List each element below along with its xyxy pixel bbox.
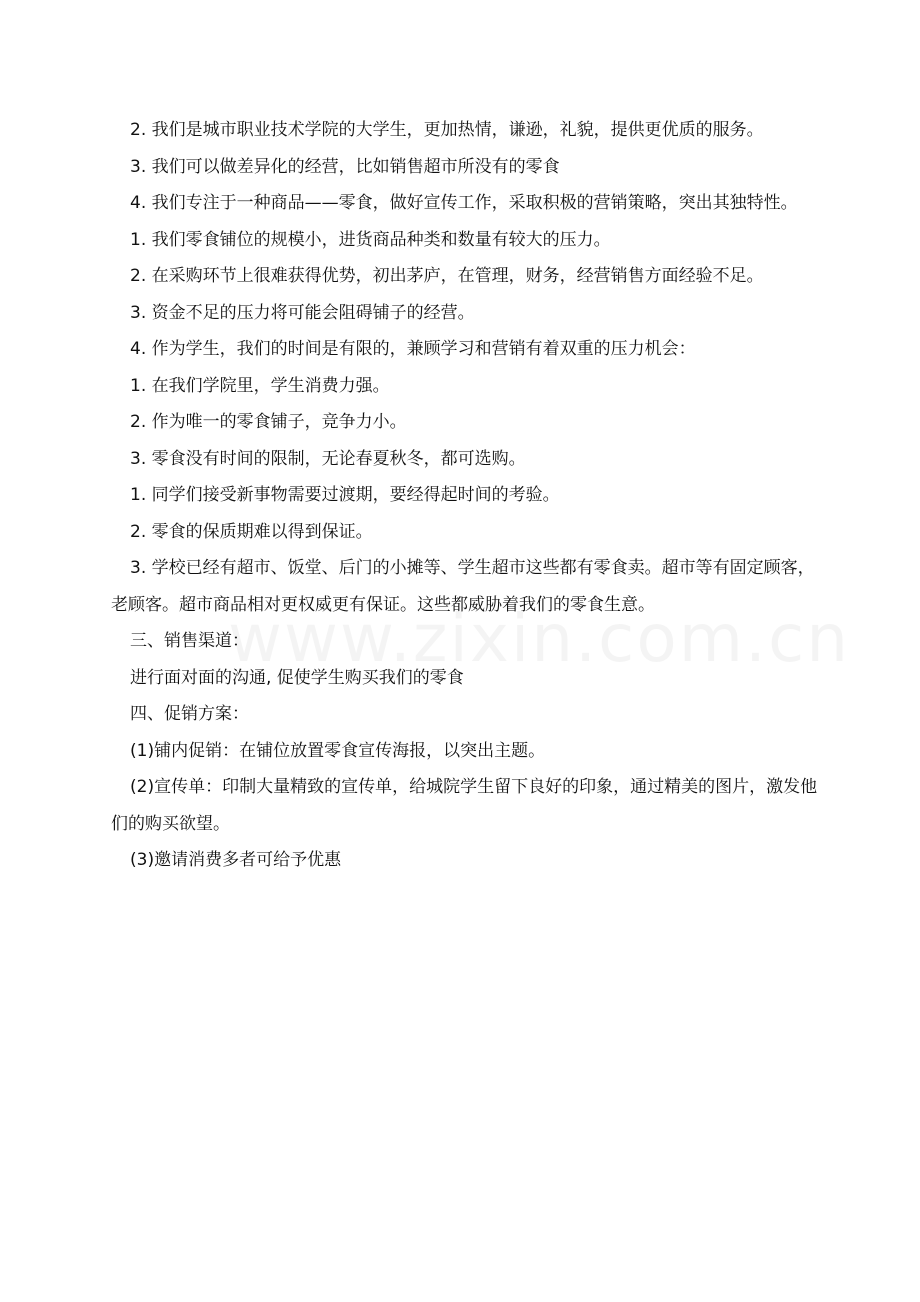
section-heading: 四、促销方案： bbox=[130, 704, 249, 724]
paragraph: 1. 在我们学院里，学生消费力强。 bbox=[130, 375, 390, 396]
paragraph: 4. 我们专注于一种商品——零食，做好宣传工作，采取积极的营销策略，突出其独特性。 bbox=[130, 193, 798, 213]
paragraph: 3. 学校已经有超市、饭堂、后门的小摊等、学生超市这些都有零食卖。超市等有固定顾客，老顾客。超市商品相对更权威更有保证。这些都威胁着我们的零食生意。 bbox=[111, 558, 815, 615]
paragraph: 3. 资金不足的压力将可能会阻碍铺子的经营。 bbox=[130, 302, 475, 323]
paragraph: 4. 作为学生，我们的时间是有限的，兼顾学习和营销有着双重的压力机会： bbox=[130, 339, 696, 359]
paragraph: 2. 作为唯一的零食铺子，竞争力小。 bbox=[130, 412, 407, 432]
paragraph: (2)宣传单：印制大量精致的宣传单，给城院学生留下良好的印象，通过精美的图片，激发他们的购买欲望。 bbox=[111, 777, 818, 834]
paragraph: 2. 我们是城市职业技术学院的大学生，更加热情，谦逊，礼貌，提供更优质的服务。 bbox=[130, 120, 764, 140]
paragraph: 1. 同学们接受新事物需要过渡期，要经得起时间的考验。 bbox=[130, 485, 560, 505]
paragraph: 2. 在采购环节上很难获得优势，初出茅庐，在管理，财务，经营销售方面经验不足。 bbox=[130, 266, 764, 286]
paragraph: (3)邀请消费多者可给予优惠 bbox=[130, 850, 342, 870]
section-heading: 三、销售渠道： bbox=[130, 631, 249, 651]
paragraph: 3. 我们可以做差异化的经营，比如销售超市所没有的零食 bbox=[130, 156, 560, 177]
paragraph: 3. 零食没有时间的限制，无论春夏秋冬，都可选购。 bbox=[130, 448, 526, 469]
paragraph: 1. 我们零食铺位的规模小，进货商品种类和数量有较大的压力。 bbox=[130, 229, 611, 250]
paragraph: (1)铺内促销：在铺位放置零食宣传海报，以突出主题。 bbox=[130, 740, 546, 761]
document-body bbox=[111, 112, 823, 879]
paragraph: 进行面对面的沟通, 促使学生购买我们的零食 bbox=[130, 667, 464, 688]
paragraph: 2. 零食的保质期难以得到保证。 bbox=[130, 521, 373, 542]
